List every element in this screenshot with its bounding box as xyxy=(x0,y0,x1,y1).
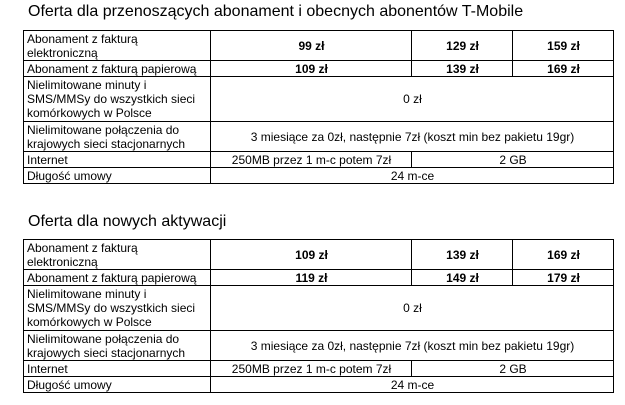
table-row xyxy=(24,61,614,77)
table-row xyxy=(24,122,614,152)
row-label: Długość umowy xyxy=(24,377,211,393)
value-cell: 3 miesiące za 0zł, następnie 7zł (koszt min bez pakietu 19gr) xyxy=(211,331,614,361)
price-cell: 109 zł xyxy=(211,61,412,77)
table-row xyxy=(24,31,614,61)
offer-new-table xyxy=(23,239,614,393)
table-row xyxy=(24,361,614,377)
table-row xyxy=(24,77,614,122)
row-label: Internet xyxy=(24,152,211,168)
table-row xyxy=(24,331,614,361)
price-cell: 109 zł xyxy=(211,240,412,270)
price-cell: 169 zł xyxy=(513,61,614,77)
price-cell: 149 zł xyxy=(412,270,513,286)
value-cell: 3 miesiące za 0zł, następnie 7zł (koszt min bez pakietu 19gr) xyxy=(211,122,614,152)
row-label: Nielimitowane połączenia do krajowych sieci stacjonarnych xyxy=(24,331,211,361)
row-label: Abonament z fakturą elektroniczną xyxy=(24,31,211,61)
value-cell: 2 GB xyxy=(412,361,614,377)
row-label: Długość umowy xyxy=(24,168,211,184)
row-label: Internet xyxy=(24,361,211,377)
price-cell: 139 zł xyxy=(412,61,513,77)
table-row xyxy=(24,168,614,184)
value-cell: 0 zł xyxy=(211,286,614,331)
value-cell: 2 GB xyxy=(412,152,614,168)
table-row xyxy=(24,240,614,270)
row-label: Abonament z fakturą papierową xyxy=(24,61,211,77)
row-label: Abonament z fakturą elektroniczną xyxy=(24,240,211,270)
row-label: Nielimitowane minuty i SMS/MMSy do wszystkich sieci komórkowych w Polsce xyxy=(24,77,211,122)
table-row xyxy=(24,152,614,168)
row-label: Nielimitowane minuty i SMS/MMSy do wszystkich sieci komórkowych w Polsce xyxy=(24,286,211,331)
price-cell: 169 zł xyxy=(513,240,614,270)
value-cell: 0 zł xyxy=(211,77,614,122)
value-cell: 250MB przez 1 m-c potem 7zł xyxy=(211,152,412,168)
value-cell: 250MB przez 1 m-c potem 7zł xyxy=(211,361,412,377)
price-cell: 119 zł xyxy=(211,270,412,286)
table-row xyxy=(24,270,614,286)
table-row xyxy=(24,286,614,331)
price-cell: 159 zł xyxy=(513,31,614,61)
price-cell: 139 zł xyxy=(412,240,513,270)
offer-new-title: Oferta dla nowych aktywacji xyxy=(28,213,227,230)
value-cell: 24 m-ce xyxy=(211,377,614,393)
table-row xyxy=(24,377,614,393)
price-cell: 129 zł xyxy=(412,31,513,61)
price-cell: 99 zł xyxy=(211,31,412,61)
price-cell: 179 zł xyxy=(513,270,614,286)
row-label: Abonament z fakturą papierową xyxy=(24,270,211,286)
row-label: Nielimitowane połączenia do krajowych sieci stacjonarnych xyxy=(24,122,211,152)
value-cell: 24 m-ce xyxy=(211,168,614,184)
offer-existing-table xyxy=(23,30,614,184)
offer-existing-title: Oferta dla przenoszących abonament i obecnych abonentów T-Mobile xyxy=(28,3,524,20)
